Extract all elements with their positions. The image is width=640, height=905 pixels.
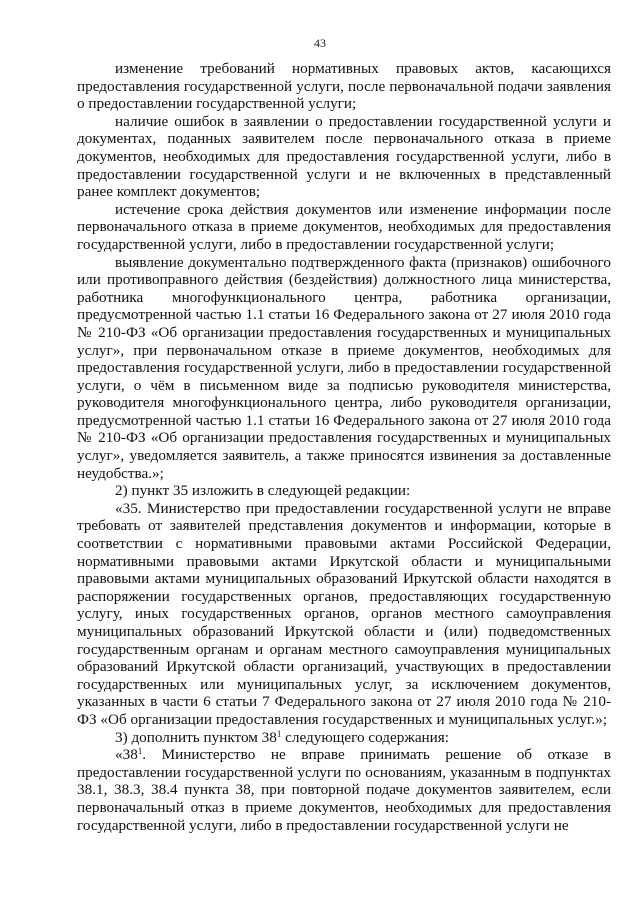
paragraph-4: выявление документально подтвержденного факта (признаков) ошибочного или противоправного действия (бездействия) должностного лица министерства, работника многофункционального центра, работника организации, предусмотренной частью 1.1 статьи 16 Федерального закона от 27 июля 2010 года № 210-ФЗ «Об организации предоставления государственных и муниципальных услуг», при первоначальном отказе в приеме документов, необходимых для предоставления государственной услуги, либо в предоставлении государственной услуги, о чём в письменном виде за подписью руководителя министерства, руководителя многофункционального центра, либо руководителя организации, предусмотренной частью 1.1 статьи 16 Федерального закона от 27 июля 2010 года № 210-ФЗ «Об организации предоставления государственных и муниципальных услуг», уведомляется заявитель, а также приносятся извинения за доставленные неудобства.»; xyxy=(77,253,611,482)
paragraph-6: «35. Министерство при предоставлении государственной услуги не вправе требовать от заявителей представления документов и информации, которые в соответствии с нормативными правовыми актами Российской Федерации, нормативными правовыми актами Иркутской области и муниципальными правовыми актами муниципальных образований Иркутской области находятся в распоряжении государственных органов, предоставляющих государственную услугу, иных государственных органов, органов местного самоуправления муниципальных образований Иркутской области и (или) подведомственных государственным органам и органам местного самоуправления муниципальных образований Иркутской области организаций, участвующих в предоставлении государственных или муниципальных услуг, за исключением документов, указанных в части 6 статьи 7 Федерального закона от 27 июля 2010 года № 210-ФЗ «Об организации предоставления государственных и муниципальных услуг.»; xyxy=(77,499,611,728)
paragraph-8-text: «38 xyxy=(115,746,138,764)
document-body xyxy=(77,60,611,834)
page-number: 43 xyxy=(314,36,326,50)
paragraph-5: 2) пункт 35 изложить в следующей редакции: xyxy=(115,482,411,500)
paragraph-8-text-end: . Министерство не вправе принимать решение об отказе в предоставлении государственной услуги по основаниям, указанным в подпунктах 38.1, 38.3, 38.4 пункта 38, при повторной подаче документов заявителем, если первоначальный отказ в приеме документов, необходимых для предоставления государственной услуги, либо в предоставлении государственной услуги не xyxy=(77,746,611,834)
paragraph-8 xyxy=(77,746,611,834)
superscript: 1 xyxy=(137,746,143,757)
paragraph-1: изменение требований нормативных правовых актов, касающихся предоставления государственной услуги, после первоначальной подачи заявления о предоставлении государственной услуги; xyxy=(77,60,611,113)
paragraph-2: наличие ошибок в заявлении о предоставлении государственной услуги и документах, поданных заявителем после первоначального отказа в приеме документов, необходимых для предоставления государственной услуги, либо в предоставлении государственной услуги и не включенных в представленный ранее комплект документов; xyxy=(77,112,611,201)
paragraph-7 xyxy=(77,729,611,747)
paragraph-7-text-end: следующего содержания: xyxy=(281,728,450,746)
paragraph-3: истечение срока действия документов или изменение информации после первоначального отказа в приеме документов, необходимых для предоставления государственной услуги, либо в предоставлении государственной услуги; xyxy=(77,200,611,253)
paragraph-7-text: 3) дополнить пунктом 38 xyxy=(115,728,277,746)
superscript: 1 xyxy=(276,728,282,739)
